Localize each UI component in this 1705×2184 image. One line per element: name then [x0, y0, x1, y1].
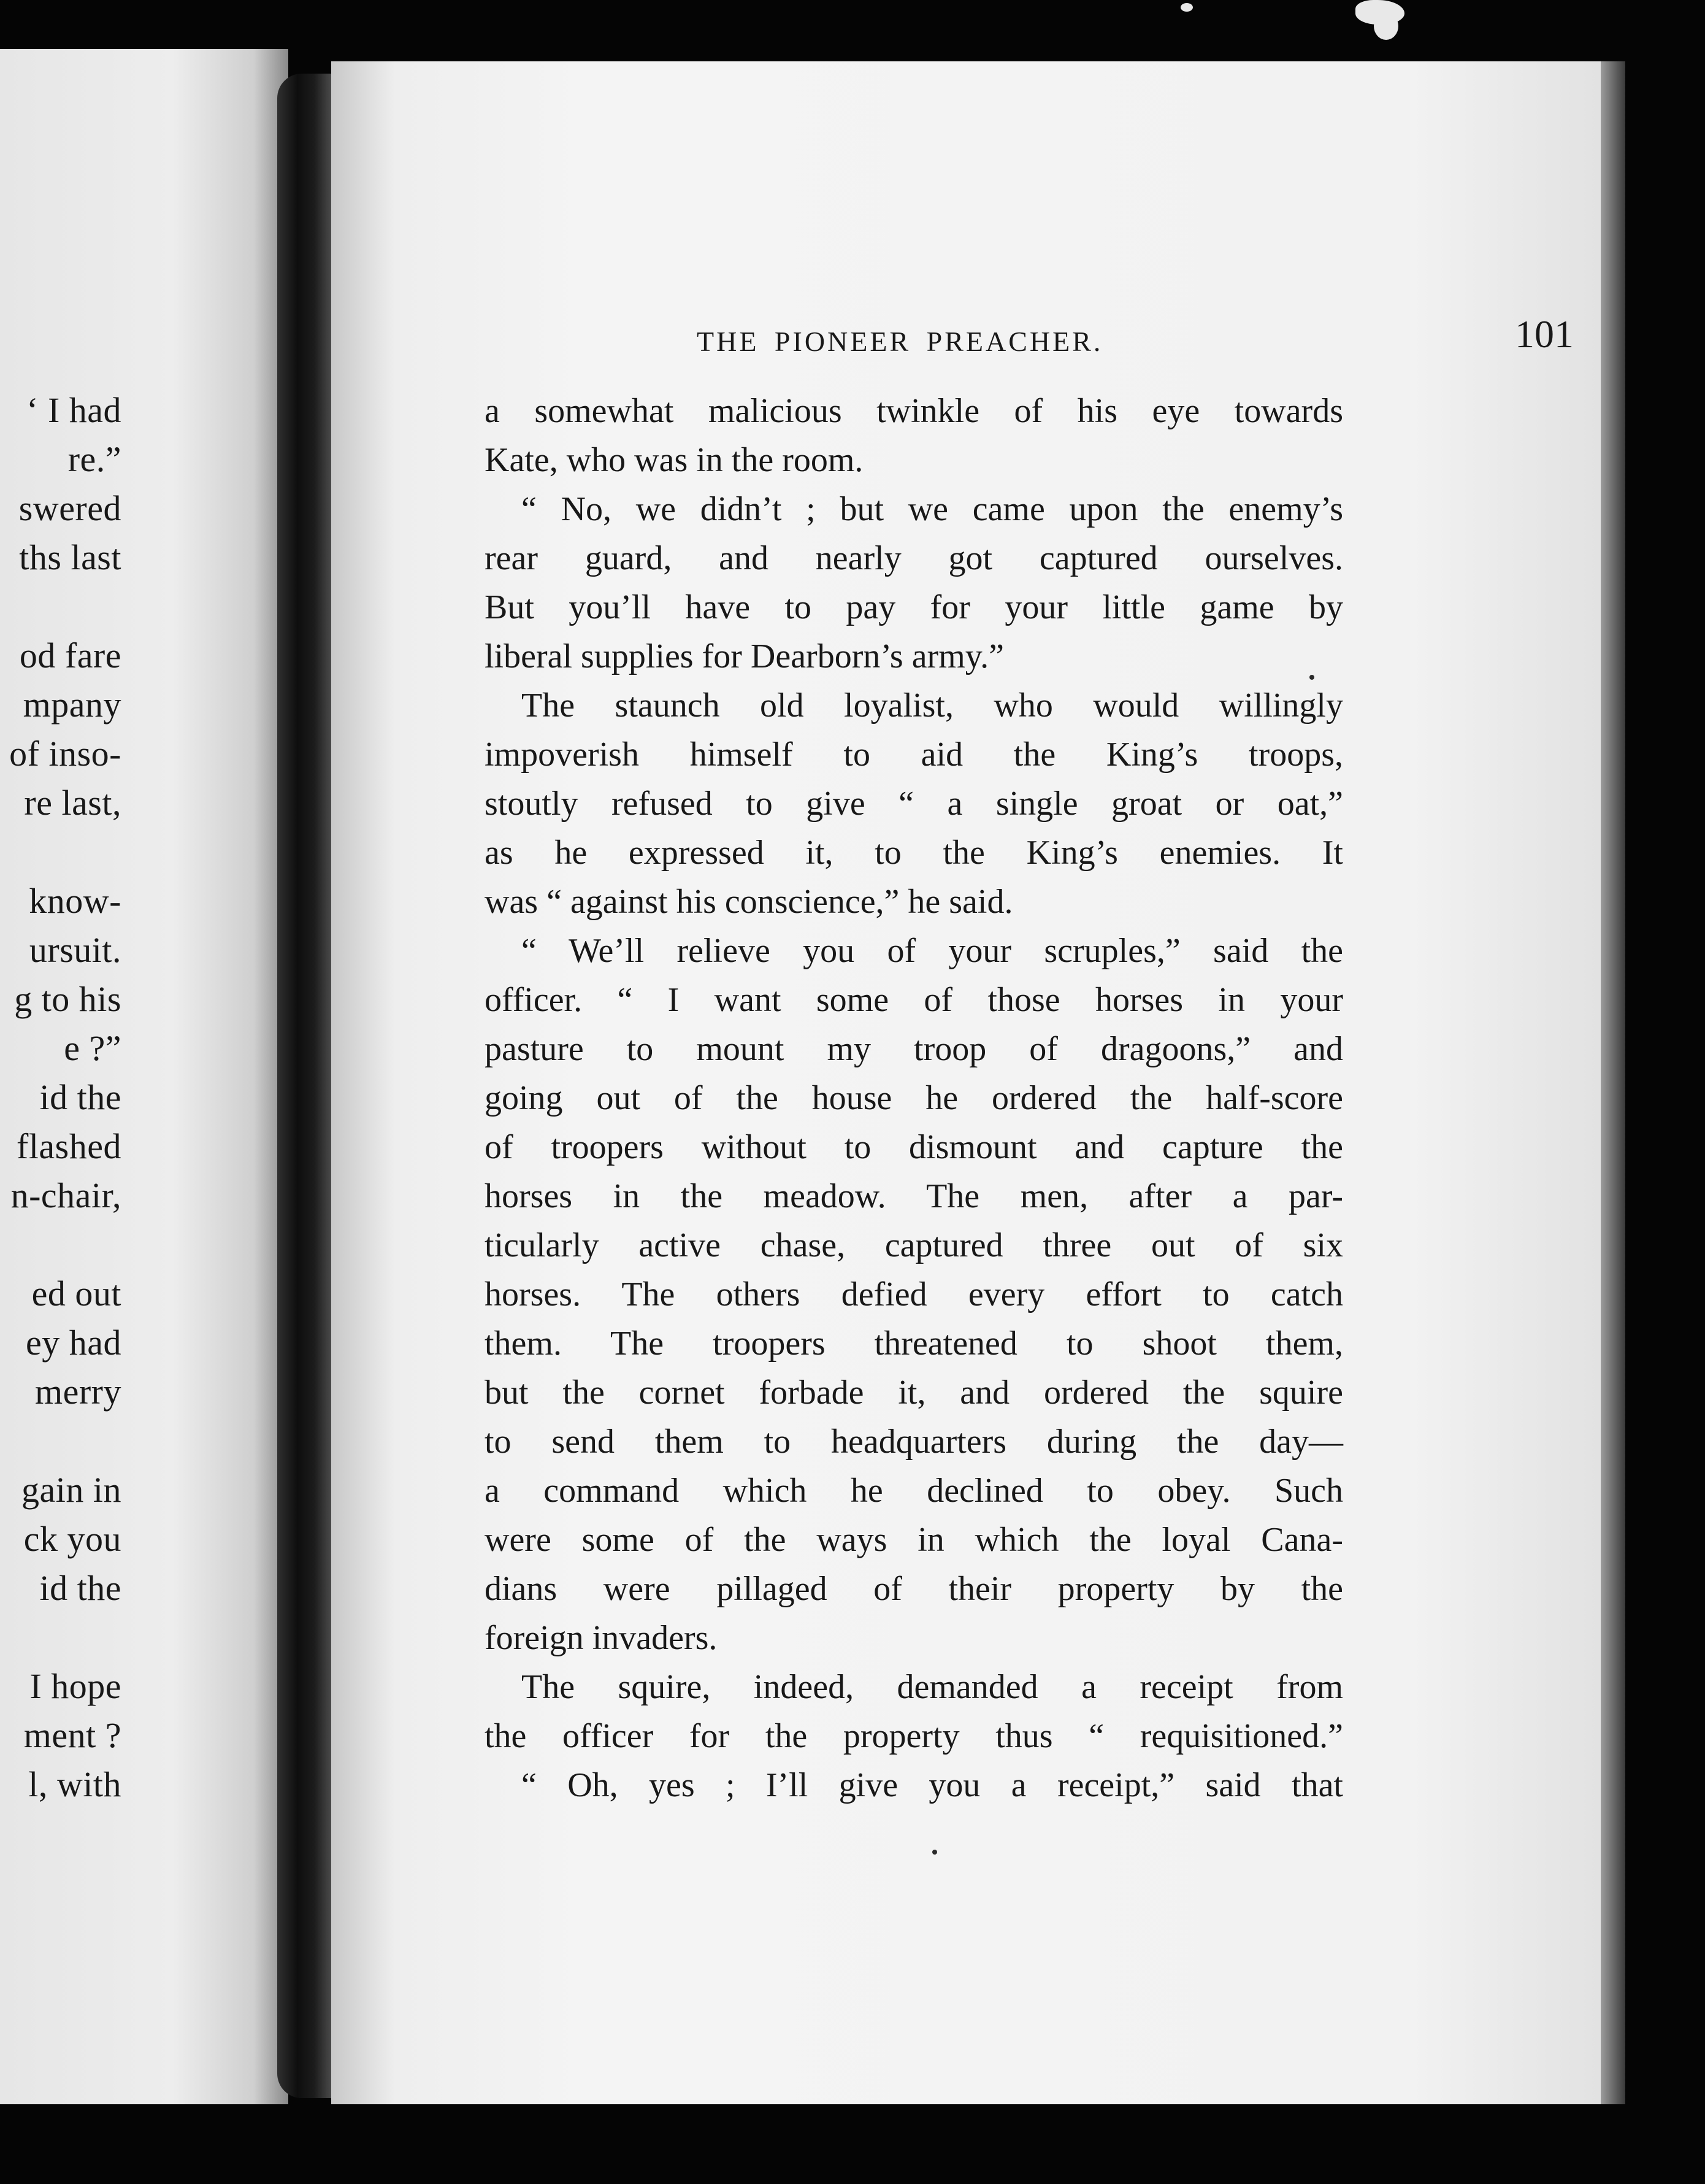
- right-page: [331, 61, 1601, 2104]
- text-line: but the cornet forbade it, and ordered the squire: [485, 1374, 1343, 1412]
- left-page-line: merry: [35, 1372, 121, 1412]
- dust-speck: [932, 1850, 937, 1855]
- text-line: dians were pillaged of their property by the: [485, 1570, 1343, 1608]
- left-page-line: know-: [29, 881, 121, 921]
- left-page-line: od fare: [19, 636, 121, 675]
- text-line: But you’ll have to pay for your little game by: [485, 588, 1343, 626]
- left-page-line: n-chair,: [10, 1175, 121, 1215]
- page-number: 101: [1515, 312, 1574, 356]
- left-page-line: gain in: [21, 1470, 121, 1510]
- left-page-line: ursuit.: [29, 930, 121, 970]
- left-page-line: g to his: [14, 979, 121, 1019]
- left-page-line: swered: [18, 488, 121, 528]
- text-line: to send them to headquarters during the day—: [485, 1423, 1343, 1461]
- left-page-line: mpany: [23, 685, 121, 725]
- text-line: “ Oh, yes ; I’ll give you a receipt,” said that: [521, 1766, 1343, 1804]
- text-line: pasture to mount my troop of dragoons,” and: [485, 1030, 1343, 1068]
- scan-debris: [1374, 12, 1398, 40]
- left-page-line: ment ?: [23, 1715, 121, 1755]
- text-line: of troopers without to dismount and capture the: [485, 1128, 1343, 1166]
- left-page-line: ths last: [19, 537, 121, 577]
- dust-speck: [1309, 675, 1314, 680]
- left-page-line: ey had: [26, 1323, 121, 1363]
- left-page-line: ck you: [23, 1519, 121, 1559]
- text-line: a somewhat malicious twinkle of his eye towards: [485, 392, 1343, 430]
- running-head: [697, 312, 1580, 367]
- left-page-line: l, with: [28, 1764, 121, 1804]
- text-line: stoutly refused to give “ a single groat or oat,”: [485, 785, 1343, 823]
- left-facing-page: [0, 49, 288, 2104]
- text-line: “ No, we didn’t ; but we came upon the enemy’s: [521, 490, 1343, 528]
- text-line: foreign invaders.: [485, 1619, 718, 1657]
- text-line: Kate, who was in the room.: [485, 441, 864, 479]
- text-line: ticularly active chase, captured three out of six: [485, 1226, 1343, 1264]
- left-page-line: I hope: [29, 1666, 121, 1706]
- left-page-line: ed out: [31, 1274, 121, 1313]
- text-line: impoverish himself to aid the King’s troops,: [485, 736, 1343, 774]
- text-line: them. The troopers threatened to shoot them,: [485, 1325, 1343, 1363]
- left-page-line: ‘ I had: [26, 390, 121, 430]
- text-line: as he expressed it, to the King’s enemies. It: [485, 834, 1343, 872]
- text-line: The squire, indeed, demanded a receipt from: [521, 1668, 1343, 1706]
- left-page-line: id the: [39, 1568, 121, 1608]
- text-line: horses. The others defied every effort to catch: [485, 1275, 1343, 1313]
- text-line: rear guard, and nearly got captured ourselves.: [485, 539, 1343, 577]
- running-title: THE PIONEER PREACHER.: [697, 326, 1103, 357]
- text-line: liberal supplies for Dearborn’s army.”: [485, 637, 1004, 675]
- left-page-line: flashed: [17, 1126, 121, 1166]
- left-page-line: e ?”: [64, 1028, 121, 1068]
- text-line: were some of the ways in which the loyal Cana-: [485, 1521, 1343, 1559]
- left-page-line: re.”: [67, 439, 121, 479]
- text-line: officer. “ I want some of those horses in your: [485, 981, 1343, 1019]
- scan-debris: [1181, 3, 1193, 12]
- left-page-line: of inso-: [9, 734, 121, 774]
- page-edge-shadow: [1601, 61, 1625, 2104]
- left-page-line: re last,: [24, 783, 121, 823]
- text-line: The staunch old loyalist, who would willingly: [521, 686, 1343, 725]
- left-page-line: id the: [39, 1077, 121, 1117]
- text-line: horses in the meadow. The men, after a par-: [485, 1177, 1343, 1215]
- text-line: “ We’ll relieve you of your scruples,” said the: [521, 932, 1343, 970]
- text-line: the officer for the property thus “ requisitioned.”: [485, 1717, 1343, 1755]
- text-line: was “ against his conscience,” he said.: [485, 883, 1013, 921]
- text-line: a command which he declined to obey. Such: [485, 1472, 1343, 1510]
- text-line: going out of the house he ordered the half-score: [485, 1079, 1343, 1117]
